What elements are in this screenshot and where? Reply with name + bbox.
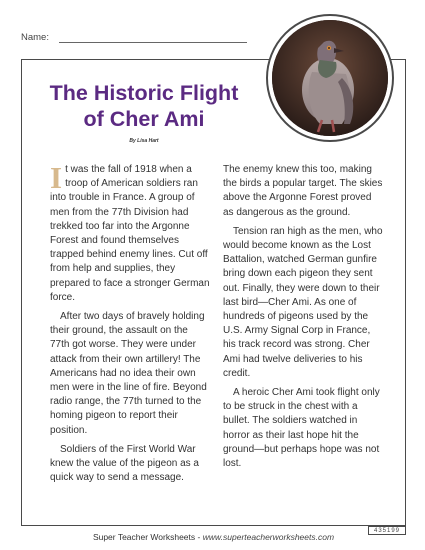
paragraph: Soldiers of the First World War knew the value of the pigeon as a quick way to send a message. [50,443,199,484]
title-line-2: of Cher Ami [83,107,205,131]
text-column-right [223,163,383,476]
title-line-1: The Historic Flight [49,81,239,105]
byline: By Lisa Hart [129,138,159,144]
name-label: Name: [21,32,49,43]
name-blank-line [59,42,247,43]
pigeon-illustration [272,20,388,136]
paragraph-text: t was the fall of 1918 when a troop of American soldiers ran into trouble in France. A group of men from the 77th Division had trekked too far into the Argonne Forest and found themselves trapped behind enemy lines. Cut off from help and supplies, they prepared to face a stronger German force. [50,164,210,303]
footer [21,532,406,542]
paragraph: Tension ran high as the men, who would become known as the Lost Battalion, watched German gunfire bring down each pigeon they sent out. Finally, they were down to their last bird—Cher Ami. As one of hundreds of pigeons used by the U.S. Army Signal Corp in France, his track record was strong. Cher Ami had twelve deliveries to his credit. [223,225,383,379]
footer-url-link[interactable]: www.superteacherworksheets.com [202,532,335,542]
drop-cap: I [50,160,63,195]
article-title [24,80,264,132]
pigeon-photo [272,20,388,136]
text-column-left [50,160,210,490]
paragraph [50,160,210,305]
worksheet-code: 435199 [368,526,406,535]
paragraph: After two days of bravely holding their ground, the assault on the 77th got worse. They were under attack from their own artillery! The Americans had no idea their own men were in the line of fire. Beyond radio range, the 77th turned to the homing pigeon to report their position. [50,311,207,436]
footer-text: Super Teacher Worksheets - [92,532,203,542]
paragraph: A heroic Cher Ami took flight only to be struck in the chest with a bullet. The soldiers watched in horror as their last hope hit the ground—but perhaps hope was not lost. [223,387,380,470]
paragraph: The enemy knew this too, making the birds a popular target. The skies above the Argonne Forest proved as dangerous as the ground. [223,164,383,218]
